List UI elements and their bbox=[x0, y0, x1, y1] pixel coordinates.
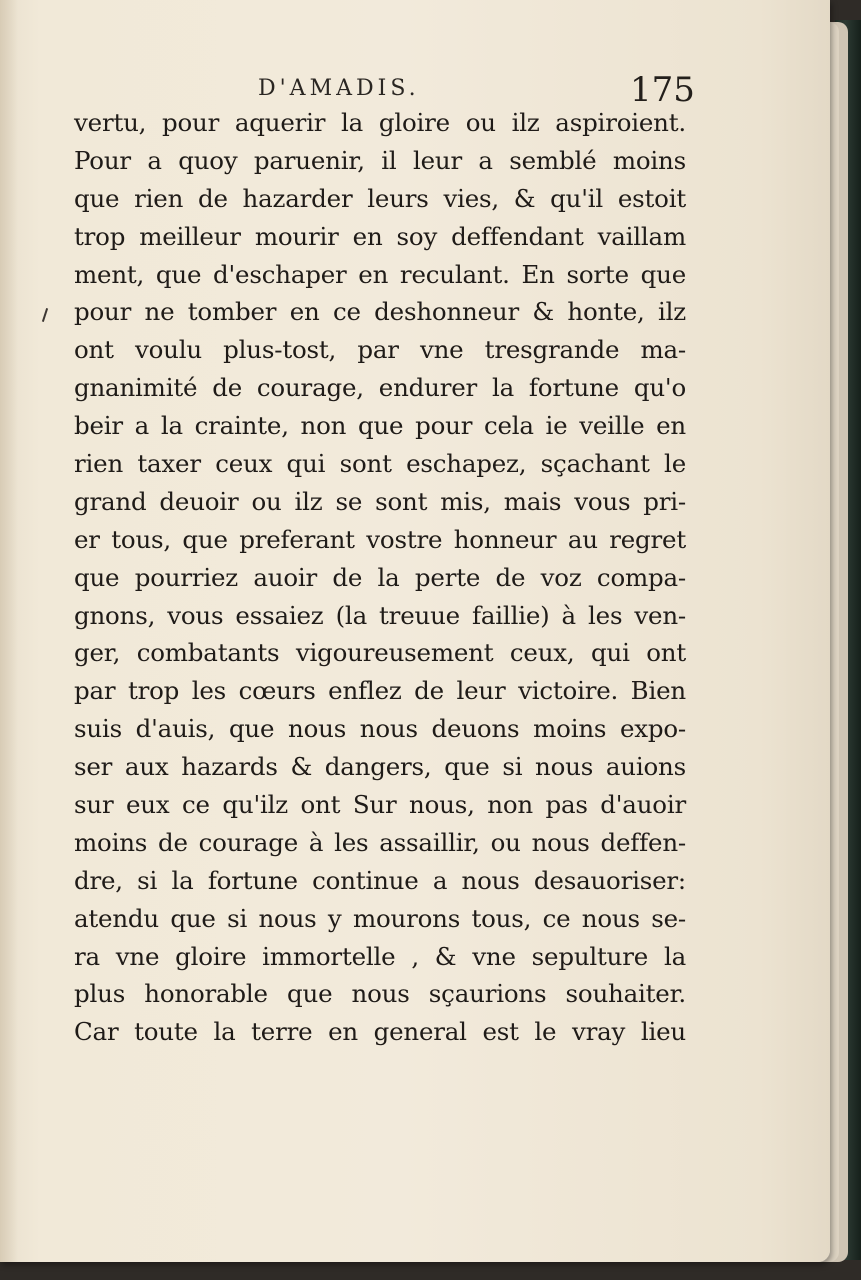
text-line: ment, que d'eschaper en reculant. En sorte que bbox=[74, 259, 686, 289]
text-line: Car toute la terre en general est le vray lieu bbox=[74, 1017, 686, 1047]
running-head-title: D'AMADIS. bbox=[258, 76, 420, 101]
text-line: que rien de hazarder leurs vies, & qu'il estoit bbox=[74, 183, 686, 213]
text-line: rien taxer ceux qui sont eschapez, sçachant le bbox=[74, 449, 686, 479]
page-number: 175 bbox=[630, 70, 695, 110]
text-line: vertu, pour aquerir la gloire ou ilz aspiroient. bbox=[74, 108, 686, 137]
text-line: ser aux hazards & dangers, que si nous auions bbox=[74, 752, 686, 782]
text-line: ger, combatants vigoureusement ceux, qui ont bbox=[74, 638, 686, 668]
text-line: dre, si la fortune continue a nous desauoriser: bbox=[74, 865, 686, 895]
text-line: trop meilleur mourir en soy deffendant vaillam bbox=[74, 221, 686, 251]
text-line: grand deuoir ou ilz se sont mis, mais vous pri- bbox=[74, 486, 686, 516]
margin-mark bbox=[42, 308, 48, 322]
text-line: sur eux ce qu'ilz ont Sur nous, non pas d'auoir bbox=[74, 790, 686, 820]
text-line: plus honorable que nous sçaurions souhaiter. bbox=[74, 979, 686, 1009]
text-line: pour ne tomber en ce deshonneur & honte, ilz bbox=[74, 297, 686, 327]
text-line: Pour a quoy paruenir, il leur a semblé moins bbox=[74, 145, 686, 175]
body-text bbox=[74, 104, 686, 1051]
text-line: ra vne gloire immortelle , & vne sepulture la bbox=[74, 941, 686, 971]
text-line: suis d'auis, que nous nous deuons moins expo- bbox=[74, 714, 686, 744]
text-line: ont voulu plus-tost, par vne tresgrande ma- bbox=[74, 335, 686, 365]
text-line: atendu que si nous y mourons tous, ce nous se- bbox=[74, 903, 686, 933]
text-line: beir a la crainte, non que pour cela ie veille en bbox=[74, 411, 686, 441]
text-line: par trop les cœurs enflez de leur victoire. Bien bbox=[74, 676, 686, 706]
text-line: gnanimité de courage, endurer la fortune qu'o bbox=[74, 373, 686, 403]
text-line: gnons, vous essaiez (la treuue faillie) à les ven- bbox=[74, 600, 686, 630]
gutter-stain bbox=[0, 0, 18, 1262]
text-line: moins de courage à les assaillir, ou nous deffen- bbox=[74, 827, 686, 857]
text-line: que pourriez auoir de la perte de voz compa- bbox=[74, 562, 686, 592]
text-line: er tous, que preferant vostre honneur au regret bbox=[74, 524, 686, 554]
